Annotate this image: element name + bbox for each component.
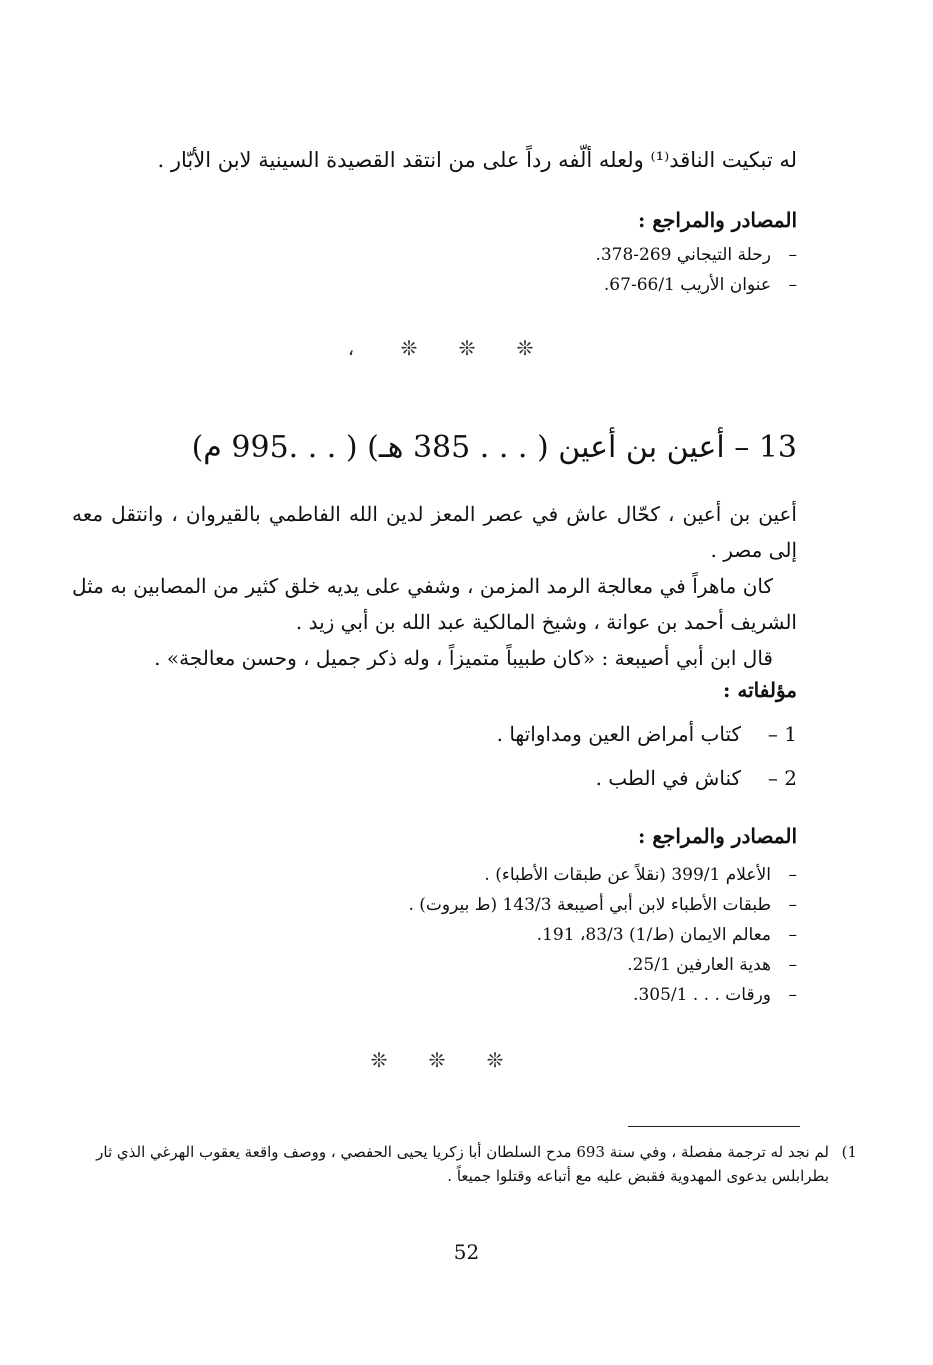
star-ornament-icon: ❊ [458, 336, 476, 360]
entry-body [72, 496, 797, 676]
star-ornament-icon: ❊ [516, 336, 534, 360]
star-ornament-icon: ❊ [400, 336, 418, 360]
footnote-text: لم نجد له ترجمة مفصلة ، وفي سنة 693 مدح السلطان أبا زكريا يحيى الحفصي ، ووصف واقعة يعقوب الهرغي الذي ثار بطرابلس بدعوى المهدوية فقبض عليه مع أتباعه وقتلوا جميعاً . [96, 1143, 829, 1185]
works-list [60, 712, 797, 800]
section-divider-1 [322, 336, 554, 360]
divider-dot: ، [347, 336, 355, 360]
list-item: –الأعلام 399/1 (نقلاً عن طبقات الأطباء) . [484, 865, 797, 885]
list-item: 2 –كناش في الطب . [595, 766, 797, 790]
star-ornament-icon: ❊ [486, 1048, 504, 1072]
paragraph: كان ماهراً في معالجة الرمد المزمن ، وشفي على يديه خلق كثير من المصابين به مثل الشريف أحمد بن عوانة ، وشيخ المالكية عبد الله بن أبي زيد . [72, 574, 797, 634]
paragraph: قال ابن أبي أصيبعة : «كان طبيباً متميزاً ، وله ذكر جميل ، وحسن معالجة» . [154, 646, 773, 670]
list-item: –ورقات . . . 305/1. [633, 985, 797, 1005]
sources-heading-2: المصادر والمراجع : [638, 824, 797, 848]
entry-title: 13 – أعين بن أعين ( . . . 385 هـ) ( . . .995 م) [191, 430, 797, 465]
sources-heading-1: المصادر والمراجع : [638, 208, 797, 232]
works-heading: مؤلفاته : [723, 678, 797, 702]
footnote [70, 1140, 857, 1188]
list-item: –طبقات الأطباء لابن أبي أصيبعة 143/3 (ط بيروت) . [408, 895, 797, 915]
list-item: –هدية العارفين 25/1. [627, 955, 797, 975]
sources-list-1 [60, 240, 797, 300]
list-item: –معالم الايمان (ط/1) 83/3، 191. [536, 925, 797, 945]
list-item: –رحلة التيجاني 269-378. [595, 245, 797, 265]
footnote-separator [628, 1126, 800, 1127]
list-item: –عنوان الأريب 66/1-67. [603, 275, 797, 295]
star-ornament-icon: ❊ [428, 1048, 446, 1072]
sources-list-2 [60, 860, 797, 1010]
list-item: 1 –كتاب أمراض العين ومداواتها . [496, 722, 797, 746]
star-ornament-icon: ❊ [370, 1048, 388, 1072]
footnote-marker: 1) [841, 1143, 857, 1161]
paragraph: أعين بن أعين ، كحّال عاش في عصر المعز لدين الله الفاطمي بالقيروان ، وانتقل معه إلى مصر . [72, 502, 797, 562]
continued-text-line: له تبكيت الناقد⁽¹⁾ ولعله ألّفه رداً على من انتقد القصيدة السينية لابن الأبّار . [157, 148, 797, 172]
page-number: 52 [453, 1240, 480, 1264]
section-divider-2 [350, 1048, 524, 1072]
